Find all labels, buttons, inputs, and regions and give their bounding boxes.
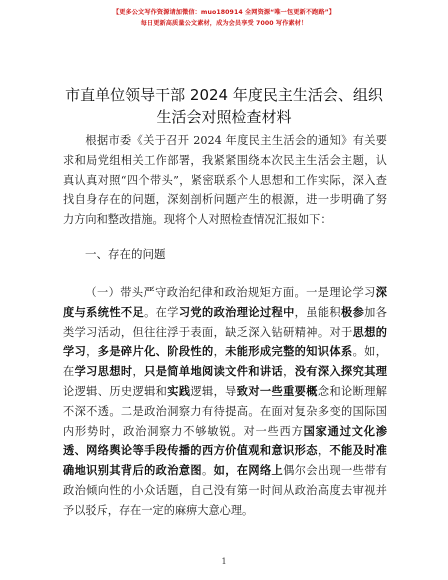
- bold-run: 多是碎片化、阶段性的: [97, 344, 214, 359]
- bold-run: 思想的学习: [63, 324, 387, 359]
- bold-run: 极参: [341, 304, 365, 319]
- text-run: ，: [213, 345, 226, 359]
- text-run: 偶尔会出现一些带有政治倾向性的小众话题，自己没有第一时间从政治高度去审视并予以驳斥，存在一定的麻痹大意心理。: [63, 464, 387, 517]
- bold-run: 只是简单地阅读文件和讲话: [144, 364, 284, 379]
- text-run: 念和论断理解不深不透。二是政治洞察力有待提高。在面对复杂多变的国际国内形势时，政治洞察力不够敏锐。对一些西方: [63, 384, 387, 438]
- text-run: 加各类学习活动，但往往浮于表面，缺乏深入钻研精神。对于: [63, 305, 387, 339]
- document-title-line2: 生活会对照检查材料: [156, 108, 292, 126]
- intro-text: 根据市委《关于召开 2024 年度民主生活会的通知》有关要求和局党组相关工作部署，我紧紧围绕本次民主生活会主题，认真认真对照“四个带头”，紧密联系个人思想和工作实际，深入查找自身存在的问题，深刻剖析问题产生的根源，进一步明确了努力方向和整改措施。现将个人对照检查情况汇报如下：: [63, 134, 387, 227]
- document-title-line1: 市直单位领导干部 2024 年度民主生活会、组织: [65, 86, 383, 104]
- text-run: （一）带头严守政治纪律和政治规矩方面。一是理论学习: [85, 286, 376, 299]
- bold-run: 致对一些重要概: [236, 383, 318, 398]
- intro-paragraph: [63, 131, 387, 230]
- promo-banner-line1: 【更多公文写作资源请加微信：muo180914 全网资源“唯一包更新不跑路”】: [112, 9, 336, 16]
- text-run: 。: [202, 464, 214, 478]
- bold-run: 国家通过文化渗透、网络舆论等手段传播的西方价值观和意识形态: [63, 423, 387, 458]
- text-run: 。如，在: [63, 345, 387, 379]
- bold-run: 如，在网络上: [213, 463, 284, 478]
- page-number: 1: [221, 557, 227, 566]
- bold-run: 未能形成完整的知识体系: [225, 344, 353, 359]
- bold-run: 没有深入探究其理: [294, 364, 387, 379]
- text-run: 逻辑，导: [190, 384, 237, 398]
- section-heading: 一、存在的问题: [85, 247, 166, 261]
- bold-run: 实践: [167, 383, 191, 398]
- bold-run: 习党的政治理论过程中: [178, 304, 295, 319]
- text-run: 论逻辑、历史逻辑和: [63, 384, 168, 398]
- promo-banner-line2: 每日更新高质量公文素材，成为会员享受 7000 写作素材！: [140, 20, 308, 27]
- text-run: ，: [86, 345, 98, 359]
- main-paragraph: [63, 283, 387, 521]
- text-run: ，: [283, 365, 295, 379]
- text-run: ，: [132, 365, 145, 379]
- main-paragraph-text: [63, 283, 387, 521]
- bold-run: 不能及时准确地识别其背后的政治意图: [63, 443, 387, 478]
- bold-run: 深度与系统性不足: [63, 285, 387, 319]
- text-run: 。在学: [144, 305, 179, 319]
- text-run: ，虽能积: [294, 305, 341, 319]
- text-run: ，: [317, 444, 330, 458]
- bold-run: 学习思想时: [74, 364, 133, 379]
